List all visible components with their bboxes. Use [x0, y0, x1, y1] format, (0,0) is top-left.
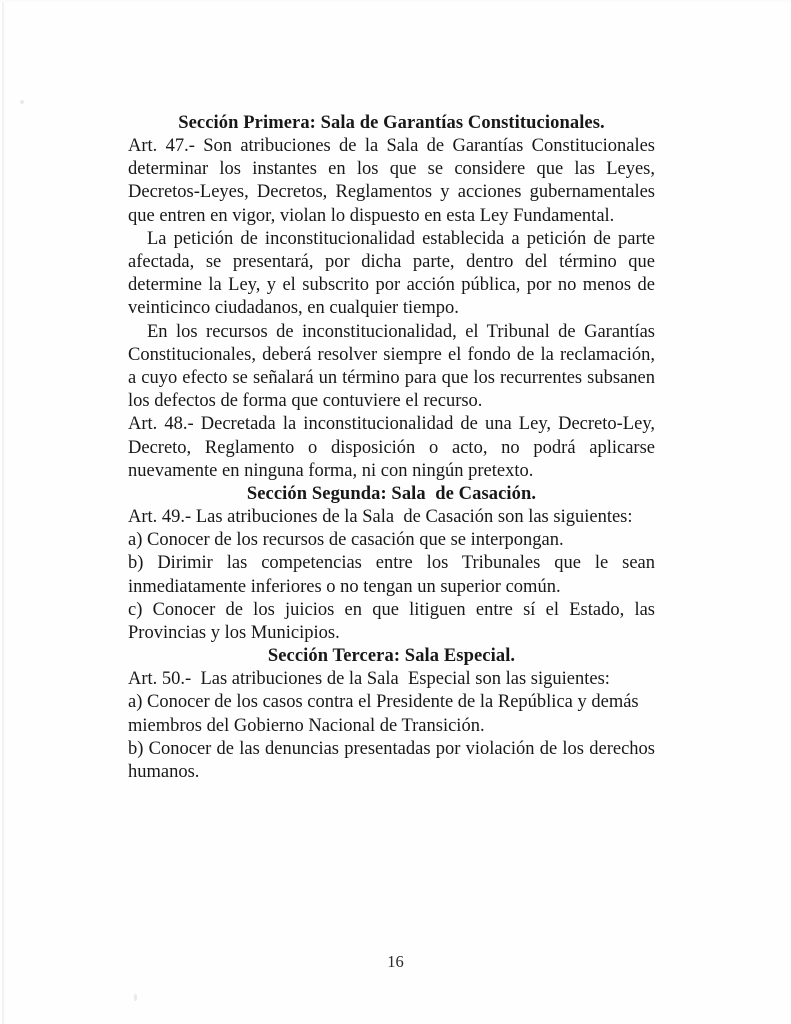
section-heading-tercera: Sección Tercera: Sala Especial. — [267, 646, 516, 667]
article-48-paragraph-1: Art. 48.- Decretada la inconstitucionalidad de una Ley, Decreto-Ley, Decreto, Reglamento o disposición o acto, no podrá aplicarse nuevamente en ninguna forma, ni con ningún pretexto. — [128, 414, 660, 481]
article-50-lead: Art. 50.- Las atribuciones de la Sala Especial son las siguientes: — [128, 669, 610, 690]
article-47-paragraph-1: Art. 47.- Son atribuciones de la Sala de Garantías Constitucionales determinar los instantes en los que se considere que las Leyes, Decretos-Leyes, Decretos, Reglamentos y acciones gubernamentales que entren en vigor, violan lo dispuesto en esta Ley Fundamental. — [128, 136, 660, 226]
scan-edge-left — [2, 0, 5, 1024]
section-heading-segunda: Sección Segunda: Sala de Casación. — [246, 484, 537, 505]
scan-speck — [134, 994, 137, 1001]
scan-speck — [20, 100, 24, 104]
article-50-item-a: a) Conocer de los casos contra el Presidente de la República y demás miembros del Gobierno Nacional de Transición. — [128, 692, 644, 736]
article-49-item-c: c) Conocer de los juicios en que litiguen entre sí el Estado, las Provincias y los Municipios. — [128, 599, 660, 644]
article-47-paragraph-2: La petición de inconstitucionalidad establecida a petición de parte afectada, se presentará, por dicha parte, dentro del término que determine la Ley, y el subscrito por acción pública, por no menos de veinticinco ciudadanos, en cualquier tiempo. — [128, 228, 660, 319]
scan-edge-top — [0, 0, 791, 2]
page-number: 16 — [387, 952, 404, 971]
article-49-lead: Art. 49.- Las atribuciones de la Sala de Casación son las siguientes: — [128, 507, 633, 528]
article-47-paragraph-3: En los recursos de inconstitucionalidad, el Tribunal de Garantías Constitucionales, deberá resolver siempre el fondo de la reclamación, a cuyo efecto se señalará un término para que los recurrentes subsanen los defectos de forma que contuviere el recurso. — [128, 321, 660, 412]
section-heading-primera: Sección Primera: Sala de Garantías Constitucionales. — [178, 113, 605, 133]
text-column — [128, 112, 660, 784]
article-49-item-b: b) Dirimir las competencias entre los Tribunales que le sean inmediatamente inferiores o no tengan un superior común. — [128, 553, 660, 597]
article-50-item-b: b) Conocer de las denuncias presentadas por violación de los derechos humanos. — [128, 738, 660, 783]
article-49-item-a: a) Conocer de los recursos de casación que se interpongan. — [128, 530, 564, 551]
